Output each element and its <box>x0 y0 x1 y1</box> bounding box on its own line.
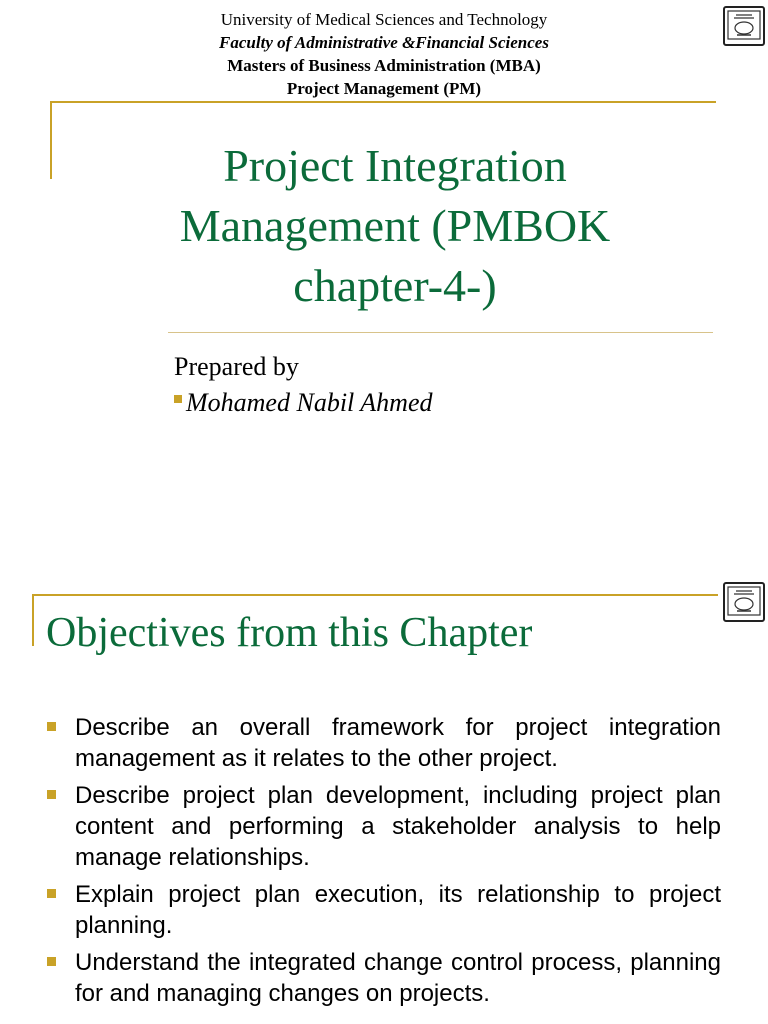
objective-text: Understand the integrated change control process, planning for and managing changes on projects. <box>75 949 721 1007</box>
square-bullet-icon <box>47 790 56 799</box>
course-name: Project Management (PM) <box>286 79 482 98</box>
list-item <box>46 947 721 1009</box>
university-name: University of Medical Sciences and Technology <box>220 10 548 29</box>
objective-text: Explain project plan execution, its relationship to project planning. <box>75 881 721 939</box>
slide-title-heading: Project Integration Management (PMBOK chapter-4-) <box>179 140 611 311</box>
objective-text: Describe an overall framework for project integration management as it relates to the other project. <box>75 714 721 772</box>
title-divider <box>168 332 713 333</box>
square-bullet-icon <box>174 395 182 403</box>
objectives-heading: Objectives from this Chapter <box>46 610 533 656</box>
list-item <box>46 780 721 873</box>
top-rule <box>32 594 718 596</box>
list-item <box>46 712 721 774</box>
author-line <box>174 386 433 420</box>
objectives-list <box>46 712 721 1015</box>
top-rule <box>50 101 716 103</box>
university-logo-icon <box>723 582 765 622</box>
slide-objectives <box>0 560 768 1024</box>
program-name: Masters of Business Administration (MBA) <box>227 56 541 75</box>
faculty-name: Faculty of Administrative &Financial Sciences <box>219 33 549 52</box>
list-item <box>46 879 721 941</box>
objective-text: Describe project plan development, including project plan content and performing a stakeholder analysis to help manage relationships. <box>75 782 721 871</box>
left-rule <box>32 594 34 646</box>
author-name: Mohamed Nabil Ahmed <box>186 388 433 417</box>
square-bullet-icon <box>47 957 56 966</box>
left-rule <box>50 101 52 179</box>
square-bullet-icon <box>47 889 56 898</box>
prepared-by-label: Prepared by <box>174 352 299 381</box>
square-bullet-icon <box>47 722 56 731</box>
